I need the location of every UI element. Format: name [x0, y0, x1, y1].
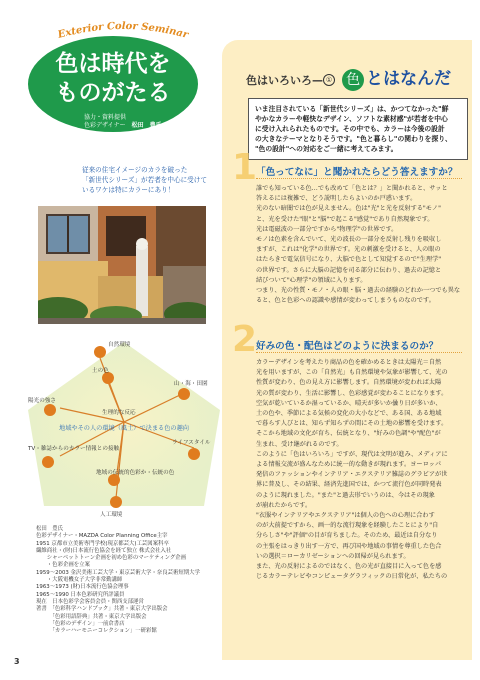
body-line: と、光を受けた"眼"と"脳"で起こる"感覚"であり自然現象です。 [256, 215, 434, 223]
credit-title: 色彩デザイナー [84, 122, 126, 129]
diagram-node: TV・雑誌からのカラー情報との接触 [28, 446, 120, 452]
body-line: "衣服やインテリアやエクステリア"は個人の色への心理に合わす [256, 512, 435, 520]
body-line: 発信のファッションやインテリア・エクステリア雑誌のグラビアが世 [256, 471, 448, 479]
body-line: いの選択＝ローカリゼーションへの回帰が見られます。 [256, 552, 410, 560]
profile-line: シャーベットトーン企画を初め色彩のマーケティング企画 [36, 555, 187, 562]
diagram-node: 陽光の強さ [28, 398, 56, 404]
series-number: ① [323, 74, 335, 86]
color-influence-diagram [24, 338, 224, 518]
body-line: の世界です。さらに大脳の記憶を司る部分に伝わり、過去の記憶と [256, 266, 442, 274]
body-line: のように現れました。"また"と過去形でいうのは、今はその現象 [256, 491, 435, 499]
section-1-number: 1 [232, 147, 258, 188]
seminar-label: Exterior Color Seminar [56, 20, 190, 41]
profile-line: 著書 「色彩科学ハンドブック」共著・東京大学出版会 [36, 606, 168, 613]
body-line: このように「色はいろいろ」ですが、現代は文明が進み、メディアに [256, 450, 448, 458]
body-line: つまり、光の性質・モノ・人の眼・脳・過去の経験のどれか一つでも異な [256, 287, 461, 295]
section-1-body [256, 184, 462, 306]
body-line: ますが、これは"化学"の世界です。光の刺激を受けると、人の眼の [256, 246, 441, 254]
profile-line: 松田 豊氏 [36, 526, 63, 532]
body-line: 空気が乾いているか湿っているか、晴天が多いか曇り日が多いか、 [256, 399, 442, 407]
body-line: 性質が変わり、色の見え方に影響します。自然環境が変われば太陽 [256, 379, 442, 387]
profile-line: 現在 日本色彩学会客員会員・関西支部運営 [36, 598, 144, 605]
profile-line: 1959〜2003 金沢美術工芸大学・東京芸術大学・奈良芸術短期大学 [36, 569, 200, 576]
lead-box [248, 98, 468, 160]
body-line: 生まれ、受け継がれるのです。 [256, 440, 343, 448]
diagram-center: 地域やその人の環境（風土）で決まる色の趣向 [59, 425, 189, 432]
section-2-body [256, 358, 462, 582]
section-2-title: 好みの色・配色はどのように決まるのか？ [256, 341, 439, 352]
body-line: 光のない暗闇では色が見えません。色は"光"と光を反射する"モノ" [256, 205, 441, 213]
body-line: 答えるには複雑で、どう説明したらよいのか戸惑います。 [256, 195, 417, 203]
diagram-node: 山・海・田園 [174, 381, 208, 387]
page-title [28, 50, 198, 108]
body-line: 分らしさ"や"評価"の目が育ちました。そのため、最近は自分なり [256, 532, 438, 540]
body-line: また、光の反射によるのではなく、色の光が直接目に入って色を感 [256, 563, 442, 571]
body-line: 誰でも知っている色…でも改めて「色とは？」と聞かれると、サッと [256, 185, 448, 192]
title-line-1: 色は時代を [55, 51, 171, 77]
article-heading [246, 64, 466, 94]
intro-line: 「新世代シリーズ」が若者を中心に受けて [82, 176, 207, 184]
profile-line: 1965〜1990 日本色彩研究所評議員 [36, 591, 125, 598]
diagram-node: ライフスタイル [172, 440, 211, 446]
credit-role: 協力・資料提供 [84, 114, 127, 121]
body-line: 土の色や、季節による気候の変化の大小などで、ある国、ある地域 [256, 410, 442, 418]
profile-line: 1951 京都市立美術専門学校(現京都芸大)工芸図案科卒 [36, 540, 169, 547]
profile-line: ・大阪電機女子大学非常勤講師 [36, 577, 123, 584]
body-line: じるカラーテレビやコンピュータグラフィックの日常化が、私たちの [256, 573, 448, 581]
body-line: はたらきで電気信号になり、大脳で色として知覚するので"生理学" [256, 256, 442, 264]
body-line: そこから地域の文化が育ち、伝統となり、"好みの色調"や"配色"が [256, 430, 441, 438]
profile-line: ・色彩企画を立案 [36, 562, 90, 569]
profile-line: 「色彩用語辞典」共著・東京大学出版会 [36, 613, 147, 620]
diagram-node: 人工環境 [100, 512, 123, 518]
profile-line: 1963〜1973 (財)日本流行色協会理事 [36, 584, 129, 591]
profile-line: 色彩デザイナー・MAZDA Color Planning Office主宰 [36, 533, 168, 540]
series-label: 色はいろいろ— [246, 74, 323, 87]
section-2-number: 2 [232, 319, 258, 360]
heading-color-char: 色 [342, 69, 364, 91]
body-line: が崩れたからです。 [256, 501, 312, 509]
lead-line: に受け入れられたものです。その中でも、カラーは今後の設計 [255, 125, 445, 133]
credit-name: 松田 豊氏 [131, 122, 162, 129]
intro-text [82, 165, 210, 195]
body-line: で暮らす人びとは、知らず知らずの間にその土地の影響を受けます。 [256, 420, 448, 428]
profile-line: 繊維商社・(財)日本流行色協会を経て独立 株式会社入社 [36, 547, 172, 554]
intro-line: 従来の住宅イメージのカラを破った [82, 166, 188, 174]
body-line: カラーデザインを考えたり商品の色を確かめるときは太陽光＝自然 [256, 359, 442, 366]
lead-line: やかなカラーや軽快なデザイン、ソフトな素材感"が若者を中心 [255, 115, 448, 123]
page-number: 3 [14, 657, 20, 666]
diagram-node: 地域の伝統的色彩か・伝統の色 [96, 470, 175, 476]
lead-line: "色の設計"への対応をご一緒に考えてみます。 [255, 145, 398, 153]
diagram-node: 自然環境 [108, 342, 131, 348]
profile-line: 「カラーハーモニーコレクション」一研彩館 [36, 628, 157, 635]
body-line: ると、色と色彩への認識や感情が変わってしまうものなのです。 [256, 297, 435, 305]
body-line: モノは色素を含んでいて、光の波長の一部分を反射し残りを吸収し [256, 236, 442, 244]
body-line: 光の質が変わり、生活に影響し、色彩感覚が変わることになります。 [256, 389, 448, 397]
section-2-rule [256, 352, 462, 354]
section-1-rule [256, 178, 462, 180]
diagram-node: 土の色 [92, 368, 109, 374]
lead-line: いま注目されている「新世代シリーズ」は、かつてなかった"鮮 [255, 105, 449, 113]
body-line: 界に普及し、その結果、経済先進国では、かつて流行色が同時発表 [256, 481, 442, 489]
profile-line: 「色彩のデザイン」一前倉書店 [36, 620, 125, 627]
heading-text: とはなんだ [366, 69, 452, 89]
diagram-node: 生理的な反応 [102, 410, 136, 416]
section-1-title: 「色ってなに」と聞かれたらどう答えますか？ [256, 167, 458, 178]
body-line: の主張をはっきり出す一方で、再び国や地域の事情を尊重した色合 [256, 542, 442, 550]
body-line: よる情報交流が盛んなために統一的な動きが現れます。ヨーロッパ [256, 461, 442, 469]
body-line: 光は電磁波の一部分ですから"物理学"の世界です。 [256, 225, 398, 233]
credit-block [84, 114, 194, 130]
house-photo [38, 206, 206, 324]
intro-line: いるワケは特にカラーにあり！ [82, 186, 175, 194]
body-line: 結びついて"心理学"の領域に入ります。 [256, 276, 367, 284]
body-line: 光を用いますが、この「自然光」も自然環境や気象が影響して、光の [256, 369, 448, 377]
author-profile [36, 526, 216, 635]
body-line: のが大前提ですから、画一的な流行現象を経験したことにより"自 [256, 522, 439, 530]
lead-line: の大きなテーマとなりそうです。"色と暮らし"の関わりを探り、 [255, 135, 452, 143]
title-line-2: ものがたる [55, 80, 171, 106]
